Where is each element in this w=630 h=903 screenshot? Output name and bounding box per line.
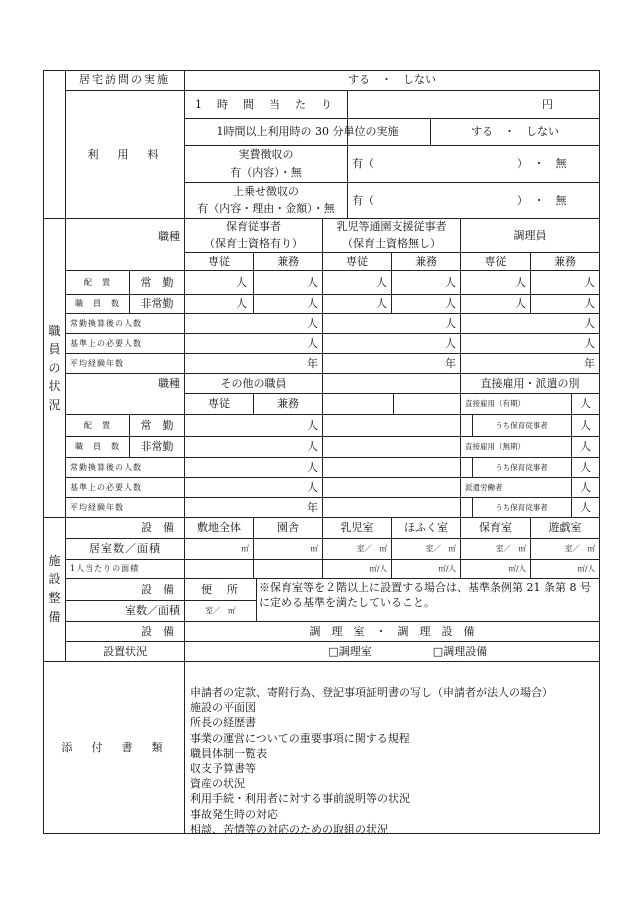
direct-open-label: 直接雇用（無期） xyxy=(465,442,525,452)
col1-title: 保育従事者 xyxy=(226,220,281,234)
visit-value[interactable]: する ・ しない xyxy=(348,73,436,87)
facility-side-label: 施 設 整 備 xyxy=(48,553,61,624)
cell-unit[interactable]: 人 xyxy=(515,275,526,289)
cell-unit[interactable]: 人 xyxy=(584,336,595,350)
cell-unit[interactable]: 人 xyxy=(307,316,318,330)
setsubi-label-3: 設 備 xyxy=(141,624,174,638)
kyoshitsu-label: 居室数／面積 xyxy=(89,542,161,556)
shokushu-label-2: 職種 xyxy=(158,376,180,390)
shokushu-label-1: 職種 xyxy=(158,230,180,244)
cell-unit[interactable]: 人 xyxy=(376,275,387,289)
keiken-label: 平均経験年数 xyxy=(70,358,124,368)
cell-unit[interactable]: 人 xyxy=(236,297,247,311)
over-value[interactable]: する ・ しない xyxy=(471,124,559,138)
col3-senju: 専従 xyxy=(484,254,507,268)
col3-title: 調理員 xyxy=(513,228,547,242)
list-item: 相談、苦情等の対応のための取組の状況 xyxy=(190,822,388,836)
visit-label: 居宅訪問の実施 xyxy=(79,73,170,87)
fee-label: 利 用 料 xyxy=(87,147,163,161)
cell-unit[interactable]: 人 xyxy=(584,316,595,330)
cell-unit[interactable]: 人 xyxy=(580,440,591,454)
area-site[interactable]: ㎡ xyxy=(241,544,249,554)
cell-unit[interactable]: 人 xyxy=(236,275,247,289)
attach-list xyxy=(190,685,610,837)
kitchen-label: 調 理 室 ・ 調 理 設 備 xyxy=(309,624,475,638)
actual-label-1: 実費徴収の xyxy=(238,148,294,162)
col-nursery-room: 保育室 xyxy=(479,521,512,535)
hijokin-label-2: 非常勤 xyxy=(140,440,174,454)
dispatch-label: 派遣労働者 xyxy=(465,482,503,492)
extra-label-2: 有（内容・理由・金額）・無 xyxy=(197,202,335,216)
cell-unit[interactable]: 人 xyxy=(445,275,456,289)
cell-unit[interactable]: 人 xyxy=(307,440,318,454)
shokuin-label-2: 職 員 数 xyxy=(75,442,120,451)
cell-unit[interactable]: 人 xyxy=(580,460,591,474)
attach-label: 添 付 書 類 xyxy=(61,740,167,754)
direct-fixed-label: 直接雇用（有期） xyxy=(465,399,525,409)
jokin-label: 常 勤 xyxy=(140,275,174,289)
col-crawl-room: ほふく室 xyxy=(404,521,448,535)
cell-unit[interactable]: 人 xyxy=(515,297,526,311)
actual-label-2: 有（内容）・無 xyxy=(230,166,302,180)
col2-subtitle: （保育士資格無し） xyxy=(342,236,441,250)
col-infant-room: 乳児室 xyxy=(340,521,374,535)
of-which-label: うち保育従事者 xyxy=(495,502,548,512)
list-item: 申請者の定款、寄附行為、登記事項証明書の写し（申請者が法人の場合） xyxy=(190,686,553,699)
list-item: 職員体制一覧表 xyxy=(190,746,267,760)
room-count-label: 室数／面積 xyxy=(125,604,180,618)
list-item: 事故発生時の対応 xyxy=(190,807,278,821)
list-item: 収支予算書等 xyxy=(190,762,256,776)
cell-unit[interactable]: 人 xyxy=(580,418,591,432)
hourly-unit[interactable]: 円 xyxy=(542,97,553,111)
col1-senju: 専従 xyxy=(208,254,230,268)
jokin-label-2: 常 勤 xyxy=(140,418,174,432)
toilet-label: 便 所 xyxy=(201,582,240,596)
col3-kenmu: 兼務 xyxy=(554,254,576,268)
setsubi-label-2: 設 備 xyxy=(141,582,174,596)
cell-unit-year[interactable]: 年 xyxy=(307,356,318,370)
cell-unit-year[interactable]: 年 xyxy=(584,356,595,370)
room-area[interactable]: 室／ ㎡ xyxy=(565,544,595,554)
kijun-label: 基準上の必要人数 xyxy=(70,338,142,348)
keiken-label-2: 平均経験年数 xyxy=(70,502,124,512)
kijun-label-2: 基準上の必要人数 xyxy=(70,482,142,492)
over-label: 1時間以上利用時の 30 分単位の実施 xyxy=(216,124,399,138)
kitchen-room-checkbox[interactable]: □調理室 xyxy=(328,644,372,658)
cell-unit[interactable]: 人 xyxy=(307,275,318,289)
col2-kenmu: 兼務 xyxy=(415,254,437,268)
cell-unit[interactable]: 人 xyxy=(580,397,591,411)
room-area[interactable]: 室／ ㎡ xyxy=(426,544,456,554)
cell-unit-year[interactable]: 年 xyxy=(445,356,456,370)
extra-label-1: 上乗せ徴収の xyxy=(233,184,299,198)
col-building: 園舎 xyxy=(277,521,299,535)
cell-unit[interactable]: 人 xyxy=(307,460,318,474)
col2-senju: 専従 xyxy=(346,254,368,268)
list-item: 資産の状況 xyxy=(190,777,245,791)
other-kenmu: 兼務 xyxy=(277,397,299,411)
per-person-area[interactable]: ㎡/人 xyxy=(438,564,456,574)
col-site: 敷地全体 xyxy=(197,521,241,535)
per-person-area[interactable]: ㎡/人 xyxy=(508,564,526,574)
haichi-label: 配 置 xyxy=(84,277,111,287)
cell-unit[interactable]: 人 xyxy=(445,297,456,311)
list-item: 事業の運営についての重要事項に関する規程 xyxy=(190,731,410,745)
room-area[interactable]: 室／ ㎡ xyxy=(496,544,526,554)
of-which-label: うち保育従事者 xyxy=(495,420,548,430)
haichi-label-2: 配 置 xyxy=(84,420,111,430)
kitchen-equip-checkbox[interactable]: □調理設備 xyxy=(432,644,488,658)
kanzan-label: 常勤換算後の人数 xyxy=(70,318,142,328)
list-item: 施設の平面図 xyxy=(190,701,256,715)
per-person-area[interactable]: ㎡/人 xyxy=(369,564,387,574)
list-item: 所長の経歴書 xyxy=(190,716,256,730)
extra-value[interactable]: 有（ ） ・ 無 xyxy=(352,193,567,207)
cell-unit[interactable]: 人 xyxy=(307,336,318,350)
status-label: 設置状況 xyxy=(103,644,147,658)
cell-unit[interactable]: 人 xyxy=(580,500,591,514)
room-area[interactable]: 室／ ㎡ xyxy=(357,544,387,554)
of-which-label: うち保育従事者 xyxy=(495,462,548,472)
shokuin-label: 職 員 数 xyxy=(75,299,120,308)
other-staff-title: その他の職員 xyxy=(220,376,287,390)
cell-unit[interactable]: 人 xyxy=(445,316,456,330)
staff-side-label: 職 員 の 状 況 xyxy=(48,323,61,412)
cell-unit[interactable]: 人 xyxy=(376,297,387,311)
list-item: 利用手続・利用者に対する事前説明等の状況 xyxy=(190,792,410,806)
cell-unit[interactable]: 人 xyxy=(445,336,456,350)
cell-unit[interactable]: 人 xyxy=(584,275,595,289)
stair-note: ※保育室等を２階以上に設置する場合は、基準条例第 21 条第 8 号に定める基準を満たしていること。 xyxy=(259,581,591,609)
area-building[interactable]: ㎡ xyxy=(310,544,318,554)
cell-unit[interactable]: 人 xyxy=(580,480,591,494)
toilet-area[interactable]: 室／ ㎡ xyxy=(205,606,236,616)
col-play-room: 遊戯室 xyxy=(548,521,582,535)
per-person-label: 1人当たりの面積 xyxy=(70,564,140,573)
col1-subtitle: （保育士資格有り） xyxy=(204,236,303,250)
kanzan-label-2: 常勤換算後の人数 xyxy=(70,462,142,472)
cell-unit[interactable]: 人 xyxy=(307,297,318,311)
setsubi-label: 設 備 xyxy=(141,521,174,535)
cell-unit[interactable]: 人 xyxy=(584,297,595,311)
cell-unit[interactable]: 人 xyxy=(307,418,318,432)
actual-value[interactable]: 有（ ） ・ 無 xyxy=(352,157,567,171)
per-person-area[interactable]: ㎡/人 xyxy=(577,564,595,574)
cell-unit[interactable]: 人 xyxy=(307,480,318,494)
hijokin-label: 非常勤 xyxy=(140,297,174,311)
col1-kenmu: 兼務 xyxy=(277,254,299,268)
hourly-label: 1 時 間 当 た り xyxy=(195,97,334,111)
col2-title: 乳児等通園支援従事者 xyxy=(336,220,447,234)
direct-title: 直接雇用・派遣の別 xyxy=(480,376,580,390)
cell-unit-year[interactable]: 年 xyxy=(307,500,318,514)
other-senju: 専従 xyxy=(208,397,230,411)
